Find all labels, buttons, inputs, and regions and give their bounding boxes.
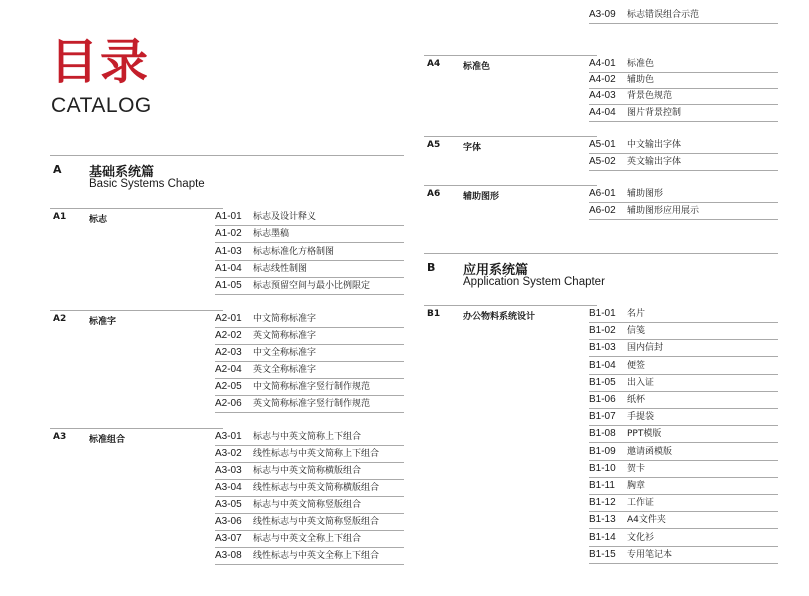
catalog-item <box>215 278 404 295</box>
item-code: A3-05 <box>215 499 242 510</box>
item-code: A3-09 <box>589 9 616 20</box>
section-title: 基础系统篇 <box>89 165 155 180</box>
group-code: A2 <box>53 314 67 324</box>
group-name: 办公物料系统设计 <box>463 312 536 322</box>
catalog-item <box>215 480 404 497</box>
divider <box>424 305 597 306</box>
item-code: A4-01 <box>589 58 616 69</box>
catalog-item <box>215 328 404 345</box>
item-code: B1-04 <box>589 359 616 371</box>
item-code: B1-08 <box>589 428 616 440</box>
item-name: 中文简称标准字 <box>253 314 317 324</box>
divider <box>424 136 597 137</box>
item-code: A1-05 <box>215 280 242 292</box>
catalog-item <box>589 7 778 24</box>
item-name: 标志与中英文简称竖版组合 <box>253 500 362 510</box>
item-name: 标志墨稿 <box>253 229 290 240</box>
catalog-item <box>215 514 404 531</box>
item-name: PPT模版 <box>627 429 662 440</box>
item-name: 信笺 <box>627 326 646 337</box>
catalog-item <box>215 548 404 565</box>
catalog-item <box>215 311 404 328</box>
catalog-item <box>589 154 778 171</box>
section-code: B <box>427 261 436 274</box>
catalog-item <box>215 446 404 463</box>
item-name: 标志与中英文简称横版组合 <box>253 466 362 476</box>
item-name: 线性标志与中英文简称横版组合 <box>253 483 380 493</box>
item-name: 标准色 <box>627 59 655 69</box>
item-code: B1-01 <box>589 308 616 319</box>
item-code: A1-01 <box>215 211 242 222</box>
catalog-item <box>589 444 778 461</box>
catalog-item <box>589 306 778 323</box>
item-name: 名片 <box>627 309 646 319</box>
catalog-item <box>589 137 778 154</box>
divider <box>50 208 223 209</box>
divider <box>424 55 597 56</box>
divider <box>50 310 223 311</box>
group-name: 标准组合 <box>89 435 126 445</box>
item-name: 标志线性制图 <box>253 263 308 274</box>
item-name: 标志与中英文全称上下组合 <box>253 534 362 544</box>
item-code: B1-07 <box>589 411 616 423</box>
catalog-item <box>589 88 778 105</box>
item-code: B1-12 <box>589 497 616 509</box>
item-name: 标志错误组合示范 <box>627 10 700 20</box>
catalog-item <box>589 495 778 512</box>
item-code: B1-09 <box>589 445 616 457</box>
group-name: 标准字 <box>89 317 117 327</box>
item-name: 出入证 <box>627 377 655 388</box>
item-name: 英文输出字体 <box>627 157 682 167</box>
divider <box>50 155 404 156</box>
catalog-item <box>215 497 404 514</box>
catalog-item <box>589 478 778 495</box>
item-name: 英文全称标准字 <box>253 365 317 375</box>
item-name: 专用笔记本 <box>627 549 673 560</box>
item-code: A2-04 <box>215 364 242 375</box>
item-code: A5-02 <box>589 156 616 167</box>
catalog-item <box>215 396 404 413</box>
catalog-item <box>589 512 778 529</box>
catalog-item <box>589 323 778 340</box>
catalog-item <box>215 362 404 379</box>
group-code: A6 <box>427 189 441 199</box>
item-code: A2-01 <box>215 313 242 324</box>
group-code: A5 <box>427 140 441 150</box>
section-subtitle: Application System Chapter <box>463 276 605 288</box>
catalog-item <box>589 409 778 426</box>
group-name: 辅助图形 <box>463 192 500 202</box>
item-name: 贺卡 <box>627 463 646 474</box>
catalog-item <box>215 261 404 278</box>
item-code: A5-01 <box>589 139 616 150</box>
catalog-item <box>215 463 404 480</box>
item-code: A3-02 <box>215 448 242 459</box>
item-name: 国内信封 <box>627 343 664 354</box>
item-name: 辅助图形应用展示 <box>627 206 700 216</box>
item-name: 中文输出字体 <box>627 140 682 150</box>
item-name: 中文简称标准字竖行制作规范 <box>253 382 371 392</box>
catalog-item <box>589 358 778 375</box>
item-code: A4-02 <box>589 74 616 86</box>
item-name: 英文简称标准字 <box>253 331 317 341</box>
group-code: A4 <box>427 59 441 69</box>
item-name: 标志及设计释义 <box>253 212 317 222</box>
catalog-item <box>589 105 778 122</box>
item-code: B1-15 <box>589 548 616 560</box>
catalog-item <box>589 426 778 443</box>
item-code: B1-11 <box>589 480 615 491</box>
item-code: A6-01 <box>589 188 616 199</box>
catalog-item <box>215 531 404 548</box>
catalog-item <box>215 379 404 396</box>
item-code: B1-05 <box>589 376 616 388</box>
item-code: A4-04 <box>589 106 616 118</box>
group-code: A1 <box>53 212 67 222</box>
item-name: 标志与中英文简称上下组合 <box>253 432 362 442</box>
item-name: 邀请函模版 <box>627 446 673 457</box>
catalog-item <box>589 56 778 73</box>
item-name: 胸章 <box>627 481 646 491</box>
item-code: A3-06 <box>215 516 242 527</box>
divider <box>424 185 597 186</box>
catalog-item <box>589 72 778 89</box>
item-code: A3-07 <box>215 533 242 544</box>
catalog-item <box>215 244 404 261</box>
page-title: 目录 <box>50 34 151 90</box>
item-name: 文化衫 <box>627 532 655 543</box>
catalog-item <box>589 547 778 564</box>
group-name: 字体 <box>463 143 482 153</box>
item-code: B1-13 <box>589 514 616 526</box>
item-code: A2-05 <box>215 381 242 392</box>
item-code: A3-01 <box>215 431 242 442</box>
item-code: A3-08 <box>215 550 242 561</box>
group-code: B1 <box>427 309 441 319</box>
catalog-item <box>589 340 778 357</box>
item-name: 背景色规范 <box>627 91 673 102</box>
item-name: 线性标志与中英文全称上下组合 <box>253 551 380 561</box>
item-code: A3-04 <box>215 482 242 493</box>
catalog-item <box>589 461 778 478</box>
item-code: B1-03 <box>589 342 616 354</box>
item-name: 线性标志与中英文简称上下组合 <box>253 449 380 459</box>
item-name: A4文件夹 <box>627 515 666 526</box>
item-name: 中文全称标准字 <box>253 348 317 358</box>
section-title: 应用系统篇 <box>463 263 529 278</box>
catalog-item <box>589 392 778 409</box>
item-name: 标志标准化方格制图 <box>253 246 335 257</box>
item-code: A6-02 <box>589 205 616 216</box>
item-code: A2-02 <box>215 330 242 341</box>
item-name: 便签 <box>627 360 646 371</box>
catalog-item <box>215 209 404 226</box>
item-code: A2-06 <box>215 398 242 409</box>
group-code: A3 <box>53 432 67 442</box>
item-code: A1-04 <box>215 262 242 274</box>
item-code: A3-03 <box>215 465 242 476</box>
item-name: 辅助图形 <box>627 189 664 199</box>
catalog-item <box>589 530 778 547</box>
catalog-item <box>215 429 404 446</box>
item-name: 纸杯 <box>627 395 646 405</box>
item-code: B1-14 <box>589 531 616 543</box>
item-code: B1-02 <box>589 325 616 337</box>
section-subtitle: Basic Systems Chapte <box>89 178 205 190</box>
section-code: A <box>53 163 62 176</box>
catalog-item <box>589 375 778 392</box>
catalog-item <box>589 186 778 203</box>
item-code: B1-06 <box>589 394 616 405</box>
catalog-item <box>215 345 404 362</box>
item-name: 工作证 <box>627 498 655 509</box>
group-name: 标志 <box>89 215 108 225</box>
item-code: A1-03 <box>215 245 242 257</box>
item-code: A4-03 <box>589 90 616 102</box>
item-name: 标志预留空间与最小比例限定 <box>253 281 371 292</box>
item-name: 手提袋 <box>627 412 655 423</box>
item-name: 英文简称标准字竖行制作规范 <box>253 399 371 409</box>
group-name: 标准色 <box>463 62 491 72</box>
page-subtitle: CATALOG <box>51 94 152 117</box>
catalog-item <box>215 226 404 243</box>
item-name: 线性标志与中英文简称竖版组合 <box>253 517 380 527</box>
item-name: 图片背景控制 <box>627 107 682 118</box>
divider <box>50 428 223 429</box>
item-code: A2-03 <box>215 347 242 358</box>
item-name: 辅助色 <box>627 75 655 86</box>
catalog-item <box>589 203 778 220</box>
item-code: B1-10 <box>589 462 616 474</box>
item-code: A1-02 <box>215 228 242 240</box>
divider <box>424 253 778 254</box>
